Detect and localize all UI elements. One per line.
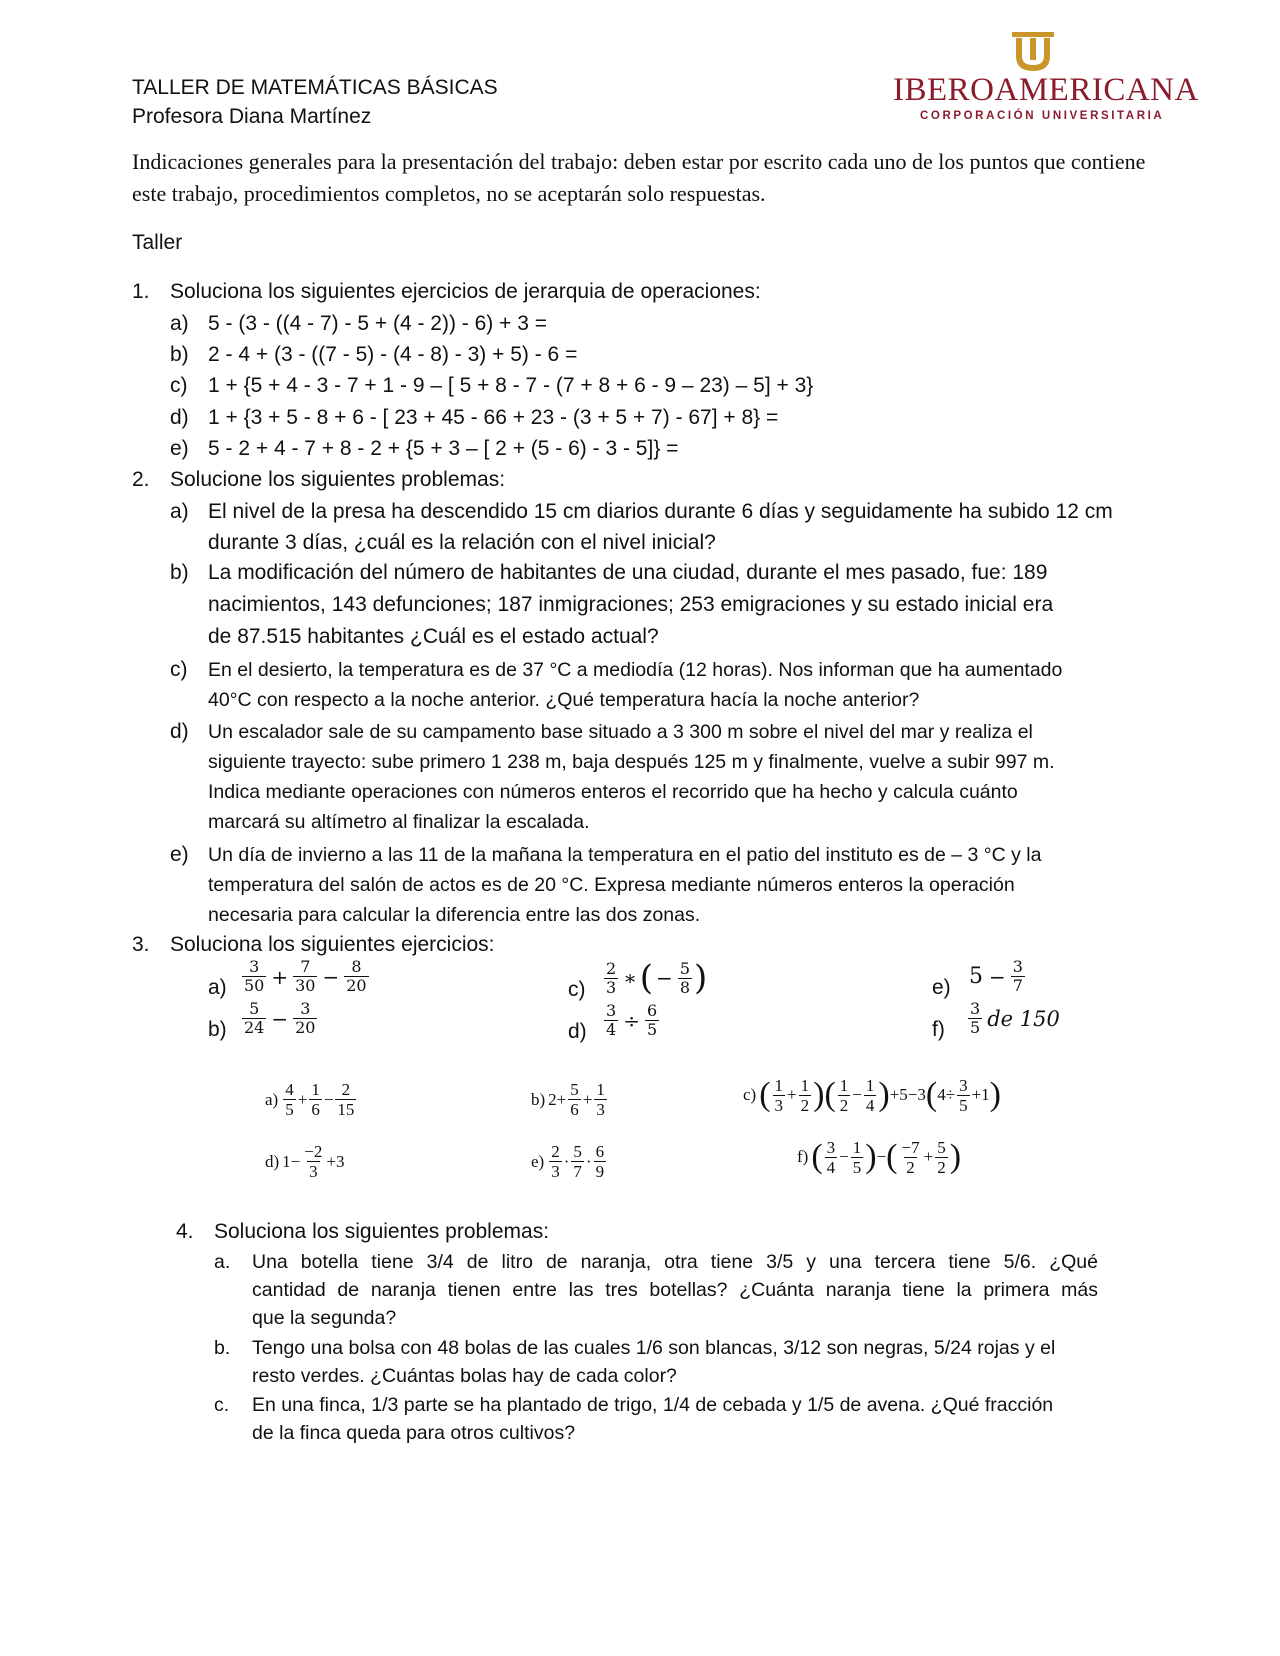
denominator: 9 <box>595 1162 605 1181</box>
q2-item-label: d) <box>170 720 189 743</box>
denominator: 3 <box>774 1095 784 1115</box>
numerator: 5 <box>679 958 690 978</box>
q2-item-label: a) <box>170 500 189 523</box>
q4-item-label: b. <box>214 1337 231 1359</box>
operator: · <box>585 1151 592 1171</box>
numerator: 1 <box>774 1075 784 1095</box>
q4-item-label: c. <box>214 1394 230 1416</box>
left-paren: ( <box>759 1076 771 1113</box>
numerator: 5 <box>570 1080 579 1099</box>
q3-ex-b <box>240 1000 319 1037</box>
right-paren: ) <box>878 1076 890 1113</box>
left-paren: ( <box>824 1076 836 1113</box>
q1-item-label: b) <box>170 343 189 366</box>
q3-ex-label: c) <box>568 978 586 1001</box>
general-instructions: Indicaciones generales para la presentación del trabajo: deben estar por escrito cada uno de los puntos que contiene este trabajo, procedimientos completos, no se aceptarán solo respuestas. <box>132 149 1146 206</box>
whole-number: 2 <box>548 1089 557 1109</box>
q1-number: 1. <box>132 280 150 303</box>
q2-item-label: c) <box>170 658 188 681</box>
university-logo-icon <box>1009 30 1057 74</box>
denominator: 2 <box>800 1095 810 1115</box>
right-paren: ) <box>813 1076 825 1113</box>
denominator: 6 <box>311 1100 320 1119</box>
q3-set2-ex-d <box>262 1142 344 1181</box>
denominator: 20 <box>295 1018 316 1037</box>
operator: − <box>323 1089 334 1109</box>
numerator: 8 <box>351 957 362 976</box>
denominator: 5 <box>959 1095 968 1115</box>
q3-ex-label: b) <box>208 1018 227 1041</box>
denominator: 5 <box>646 1020 658 1039</box>
q3-ex-label: f) <box>932 1018 945 1041</box>
tail-expression: +3 <box>326 1151 345 1171</box>
q1-item-text: 5 - 2 + 4 - 7 + 8 - 2 + {5 + 3 – [ 2 + (5 - 6) - 3 - 5]} = <box>208 437 679 460</box>
q2-item-line: La modificación del número de habitantes de una ciudad, durante el mes pasado, fue: 189 <box>208 561 1048 584</box>
operator: − <box>290 1151 301 1171</box>
q3-number: 3. <box>132 933 150 956</box>
operator: − <box>322 964 340 989</box>
q2-item-line: siguiente trayecto: sube primero 1 238 m, baja después 125 m y finalmente, vuelve a subir 997 m. <box>208 751 1055 773</box>
q3-ex-e <box>966 958 1027 995</box>
ex-label: a) <box>265 1089 279 1109</box>
q3-ex-label: a) <box>208 976 227 999</box>
q1-title: Soluciona los siguientes ejercicios de jerarquia de operaciones: <box>170 280 761 303</box>
q2-item-line: Un escalador sale de su campamento base situado a 3 300 m sobre el nivel del mar y realiza el <box>208 721 1033 743</box>
q3-set2-ex-a <box>262 1080 358 1119</box>
q2-item-label: e) <box>170 843 189 866</box>
q4-item-line: En una finca, 1/3 parte se ha plantado de trigo, 1/4 de cebada y 1/5 de avena. ¿Qué fracción <box>252 1394 1054 1416</box>
q3-set2-ex-b <box>528 1080 609 1119</box>
q1-item-text: 1 + {5 + 4 - 3 - 7 + 1 - 9 – [ 5 + 8 - 7 - (7 + 8 + 6 - 9 – 23) – 5] + 3} <box>208 374 814 397</box>
denominator: 8 <box>679 977 690 997</box>
ex-label: f) <box>797 1147 809 1166</box>
q3-ex-label: d) <box>568 1020 587 1043</box>
q3-ex-f <box>966 1000 1063 1037</box>
numerator: 3 <box>959 1075 968 1095</box>
operator: + <box>582 1089 593 1109</box>
denominator: 2 <box>906 1157 915 1177</box>
numerator: −2 <box>304 1142 323 1161</box>
right-paren: ) <box>949 1138 962 1175</box>
operator: + <box>556 1089 567 1109</box>
denominator: 2 <box>937 1157 946 1177</box>
section-title: Taller <box>132 231 183 254</box>
numerator: 5 <box>249 999 260 1018</box>
middle-expression: +5−3 <box>889 1085 926 1104</box>
q1-item-label: c) <box>170 374 188 397</box>
logo-subtitle: CORPORACIÓN UNIVERSITARIA <box>920 110 1165 122</box>
q1-item-label: d) <box>170 406 189 429</box>
q3-ex-a <box>240 958 371 995</box>
numerator: 3 <box>970 999 981 1018</box>
q4-number: 4. <box>176 1220 194 1243</box>
q4-item-line: que la segunda? <box>252 1307 397 1329</box>
negative-sign: − <box>656 966 673 990</box>
operator: + <box>271 964 289 989</box>
numerator: 1 <box>800 1075 810 1095</box>
numerator: 1 <box>596 1080 605 1099</box>
denominator: 20 <box>346 976 367 995</box>
numerator: 2 <box>606 958 617 978</box>
left-paren: ( <box>886 1138 898 1175</box>
numerator: 5 <box>573 1142 582 1161</box>
denominator: 7 <box>1012 976 1023 995</box>
q4-item-line: de la finca queda para otros cultivos? <box>252 1422 576 1444</box>
operator: ÷ <box>623 1008 640 1033</box>
denominator: 4 <box>826 1157 836 1177</box>
q2-item-line: durante 3 días, ¿cuál es la relación con el nivel inicial? <box>208 531 716 554</box>
whole-number: 5 <box>969 964 983 989</box>
q2-title: Solucione los siguientes problemas: <box>170 468 506 491</box>
numerator: −7 <box>901 1137 920 1157</box>
whole-number: 4 <box>937 1085 946 1104</box>
logo-name: IBEROAMERICANA <box>893 72 1199 108</box>
denominator: 5 <box>852 1157 862 1177</box>
left-paren: ( <box>925 1076 938 1113</box>
numerator: 3 <box>249 957 260 976</box>
left-paren: ( <box>811 1138 823 1175</box>
denominator: 6 <box>570 1100 579 1119</box>
operator: − <box>876 1147 887 1166</box>
q4-item-line: Una botella tiene 3/4 de litro de naranja, otra tiene 3/5 y una tercera tiene 5/6. ¿Qué <box>252 1251 1098 1273</box>
ex-label: d) <box>265 1151 280 1171</box>
numerator: 6 <box>595 1142 605 1161</box>
of-150-text: de 150 <box>987 1006 1060 1031</box>
q2-item-line: Indica mediante operaciones con números enteros el recorrido que ha hecho y calcula cuánto <box>208 781 1018 803</box>
numerator: 3 <box>300 999 311 1018</box>
numerator: 4 <box>285 1080 294 1099</box>
operator: ∗ <box>623 966 637 990</box>
q4-title: Soluciona los siguientes problemas: <box>214 1220 550 1243</box>
denominator: 2 <box>839 1095 849 1115</box>
q2-item-line: de 87.515 habitantes ¿Cuál es el estado actual? <box>208 625 659 648</box>
q1-item-text: 5 - (3 - ((4 - 7) - 5 + (4 - 2)) - 6) + 3 = <box>208 312 547 335</box>
operator: − <box>852 1085 862 1104</box>
operator: − <box>271 1006 289 1031</box>
whole-number: 1 <box>282 1151 291 1171</box>
denominator: 3 <box>596 1100 605 1119</box>
q2-item-line: 40°C con respecto a la noche anterior. ¿Qué temperatura hacía la noche anterior? <box>208 689 920 711</box>
q2-item-line: nacimientos, 143 defunciones; 187 inmigraciones; 253 emigraciones y su estado inicial era <box>208 593 1054 616</box>
denominator: 5 <box>970 1018 981 1037</box>
right-paren: ) <box>989 1076 1001 1113</box>
operator: − <box>839 1147 849 1166</box>
numerator: 3 <box>606 1001 617 1020</box>
q4-item-label: a. <box>214 1251 231 1273</box>
denominator: 3 <box>551 1162 560 1181</box>
q4-item-line: resto verdes. ¿Cuántas bolas hay de cada color? <box>252 1365 677 1387</box>
denominator: 24 <box>244 1018 265 1037</box>
right-paren: ) <box>865 1138 877 1175</box>
q3-title: Soluciona los siguientes ejercicios: <box>170 933 495 956</box>
denominator: 4 <box>606 1020 617 1039</box>
numerator: 1 <box>852 1137 862 1157</box>
operator: − <box>989 964 1006 989</box>
denominator: 5 <box>285 1100 294 1119</box>
q4-item-line: Tengo una bolsa con 48 bolas de las cuales 1/6 son blancas, 3/12 son negras, 5/24 rojas y el <box>252 1337 1056 1359</box>
numerator: 1 <box>865 1075 875 1095</box>
numerator: 7 <box>300 957 311 976</box>
ex-label: e) <box>531 1151 545 1171</box>
ex-label: b) <box>531 1089 546 1109</box>
denominator: 30 <box>295 976 316 995</box>
numerator: 6 <box>646 1001 658 1020</box>
left-paren: ( <box>639 958 654 998</box>
q2-item-line: marcará su altímetro al finalizar la escalada. <box>208 811 590 833</box>
ex-label: c) <box>743 1085 757 1104</box>
q3-ex-d <box>602 1002 661 1039</box>
document-title: TALLER DE MATEMÁTICAS BÁSICAS <box>132 76 498 99</box>
q2-item-line: En el desierto, la temperatura es de 37 °C a mediodía (12 horas). Nos informan que ha aumentado <box>208 659 1063 681</box>
numerator: 1 <box>839 1075 849 1095</box>
teacher-name: Profesora Diana Martínez <box>132 105 372 128</box>
q2-number: 2. <box>132 468 150 491</box>
q1-item-label: e) <box>170 437 189 460</box>
q3-ex-c <box>602 958 707 998</box>
right-paren: ) <box>694 958 708 998</box>
numerator: 3 <box>826 1137 836 1157</box>
operator: + <box>787 1085 797 1104</box>
q1-item-text: 1 + {3 + 5 - 8 + 6 - [ 23 + 45 - 66 + 23 - (3 + 5 + 7) - 67] + 8} = <box>208 406 779 429</box>
operator: · <box>563 1151 570 1171</box>
plus-one: +1 <box>971 1085 990 1104</box>
numerator: 3 <box>1012 957 1023 976</box>
q2-item-line: Un día de invierno a las 11 de la mañana la temperatura en el patio del instituto es de – 3 °C y la <box>208 844 1042 866</box>
q4-item-line: cantidad de naranja tienen entre las tres botellas? ¿Cuánta naranja tiene la primera más <box>252 1279 1098 1301</box>
operator: + <box>297 1089 308 1109</box>
q3-set2-ex-f <box>794 1137 961 1177</box>
numerator: 5 <box>937 1137 946 1157</box>
q3-set2-ex-c <box>740 1075 1001 1115</box>
operator: + <box>923 1147 934 1166</box>
q2-item-line: necesaria para calcular la diferencia entre las dos zonas. <box>208 904 701 926</box>
numerator: 1 <box>311 1080 320 1099</box>
denominator: 7 <box>573 1162 582 1181</box>
numerator: 2 <box>551 1142 560 1161</box>
q2-item-label: b) <box>170 561 189 584</box>
operator: ÷ <box>945 1085 956 1104</box>
denominator: 3 <box>606 977 617 997</box>
q2-item-line: temperatura del salón de actos es de 20 °C. Expresa mediante números enteros la operación <box>208 874 1015 896</box>
numerator: 2 <box>341 1080 351 1099</box>
denominator: 3 <box>309 1162 318 1181</box>
q2-item-line: El nivel de la presa ha descendido 15 cm diarios durante 6 días y seguidamente ha subido 12 cm <box>208 500 1113 523</box>
q1-item-label: a) <box>170 312 189 335</box>
denominator: 4 <box>865 1095 875 1115</box>
q3-set2-ex-e <box>528 1142 608 1181</box>
q3-ex-label: e) <box>932 976 951 999</box>
q1-item-text: 2 - 4 + (3 - ((7 - 5) - (4 - 8) - 3) + 5) - 6 = <box>208 343 578 366</box>
denominator: 15 <box>337 1100 355 1119</box>
denominator: 50 <box>244 976 265 995</box>
